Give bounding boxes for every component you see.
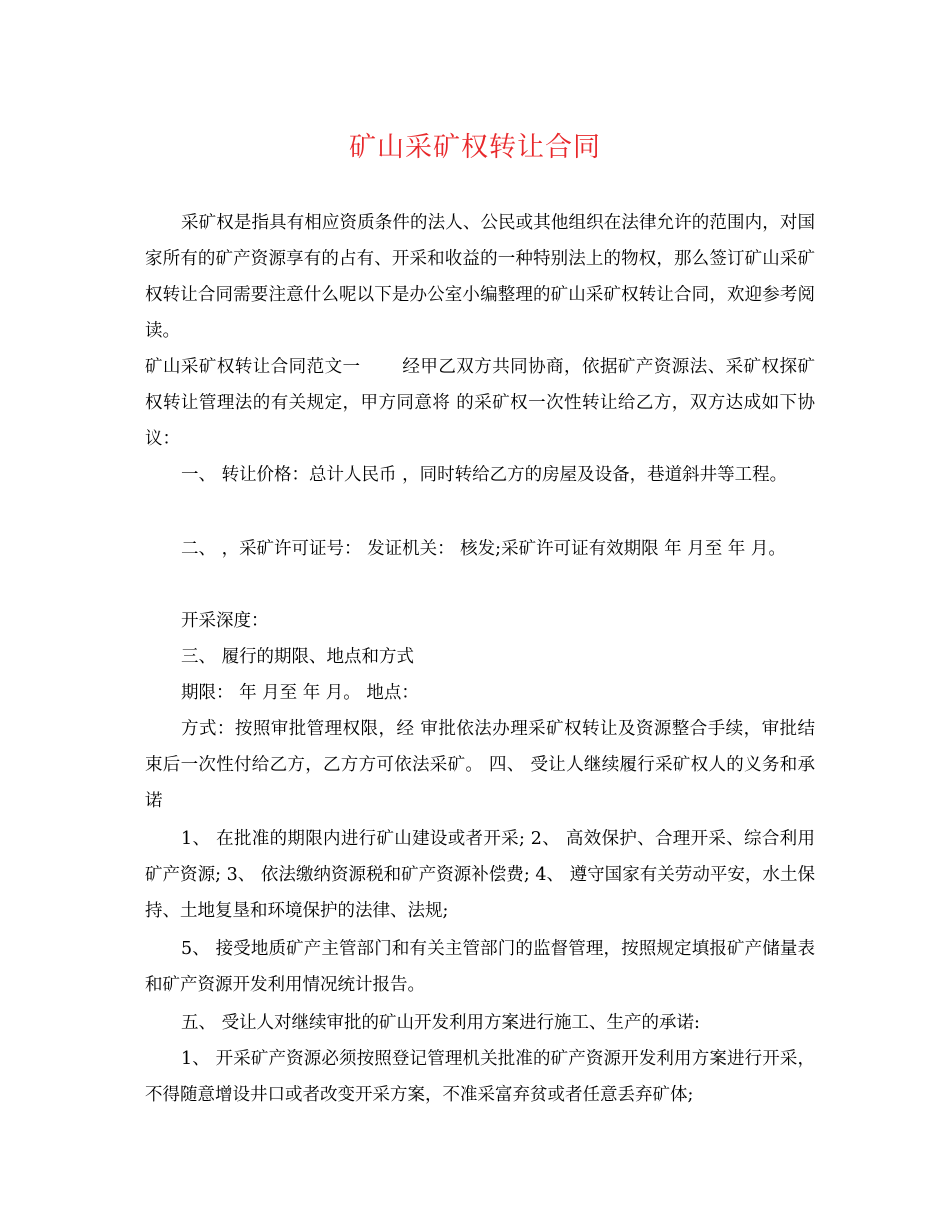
paragraph-supervision: 5、 接受地质矿产主管部门和有关主管部门的监督管理，按照规定填报矿产储量表和矿产资源开发利用情况统计报告。 [145,939,815,995]
paragraph-commitment-1: 1、 开采矿产资源必须按照登记管理机关批准的矿产资源开发利用方案进行开采，不得随意增设井口或者改变开采方案，不准采富弃贫或者任意丢弃矿体; [145,1049,815,1105]
paragraph-mining-depth: 开采深度： [181,611,269,631]
paragraph-obligations: 1、 在批准的期限内进行矿山建设或者开采; 2、 高效保护、合理开采、综合利用矿产资源; 3、 依法缴纳资源税和矿产资源补偿费; 4、 遵守国家有关劳动平安，水土保持、土地复垦和环境保护的法律、法规; [145,829,815,921]
paragraph-method: 方式：按照审批管理权限，经 审批依法办理采矿权转让及资源整合手续，审批结束后一次性付给乙方，乙方方可依法采矿。 四、 受让人继续履行采矿权人的义务和承诺 [145,719,815,811]
paragraph-intro: 采矿权是指具有相应资质条件的法人、公民或其他组织在法律允许的范围内，对国家所有的矿产资源享有的占有、开采和收益的一种特别法上的物权，那么签订矿山采矿权转让合同需要注意什么呢以下是办公室小编整理的矿山采矿权转让合同，欢迎参考阅读。 [145,213,815,341]
paragraph-clause-3: 三、 履行的期限、地点和方式 [181,647,415,667]
paragraph-clause-2: 二、 ，采矿许可证号： 发证机关： 核发;采矿许可证有效期限 年 月至 年 月。 [181,539,786,559]
paragraph-clause-1: 一、 转让价格：总计人民币 ，同时转给乙方的房屋及设备，巷道斜井等工程。 [181,465,788,485]
paragraph-clause-5: 五、 受让人对继续审批的矿山开发利用方案进行施工、生产的承诺: [181,1013,700,1033]
paragraph-sample-one: 矿山采矿权转让合同范文一 经甲乙双方共同协商，依据矿产资源法、采矿权探矿权转让管理法的有关规定，甲方同意将 的采矿权一次性转让给乙方，双方达成如下协议： [145,357,815,449]
document-title: 矿山采矿权转让合同 [349,132,601,163]
paragraph-term-place: 期限： 年 月至 年 月。 地点： [181,683,419,703]
